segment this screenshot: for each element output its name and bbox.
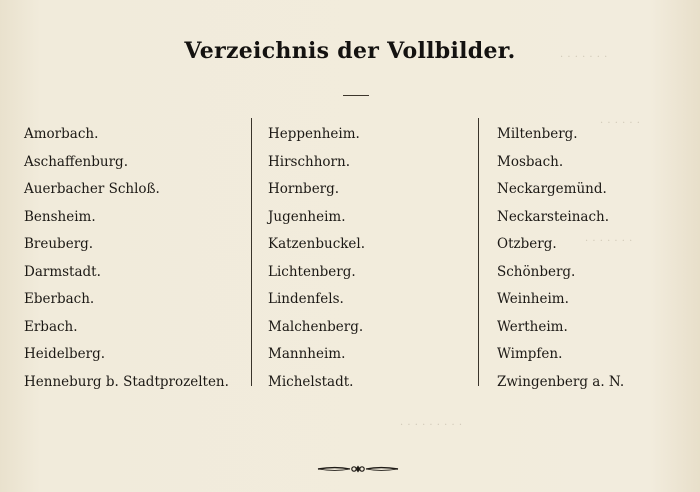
bleed-through-text: · · · · · · · · · bbox=[400, 420, 463, 431]
index-entry: Auerbacher Schloß. bbox=[24, 181, 160, 197]
index-entry: Miltenberg. bbox=[497, 126, 578, 142]
index-entry: Mosbach. bbox=[497, 153, 564, 170]
column-divider bbox=[478, 118, 479, 386]
index-entry: Darmstadt. bbox=[24, 263, 101, 280]
index-entry: Otzberg. bbox=[497, 236, 557, 252]
index-entry: Lichtenberg. bbox=[268, 263, 356, 280]
index-entry: Mannheim. bbox=[268, 346, 346, 362]
index-entry: Malchenberg. bbox=[268, 318, 364, 335]
bleed-through-text: · · · · · · bbox=[600, 118, 641, 129]
index-entry: Neckarsteinach. bbox=[497, 208, 609, 225]
column-divider bbox=[251, 118, 252, 386]
page-title: Verzeichnis der Vollbilder. bbox=[184, 38, 516, 64]
ornament-divider-icon bbox=[316, 462, 400, 476]
index-entry: Neckargemünd. bbox=[497, 181, 607, 197]
index-entry: Michelstadt. bbox=[268, 373, 354, 390]
index-entry: Wertheim. bbox=[497, 318, 568, 335]
bleed-through-text: · · · · · · · bbox=[560, 52, 608, 63]
index-entry: Weinheim. bbox=[497, 291, 569, 307]
index-entry: Katzenbuckel. bbox=[268, 236, 366, 252]
index-entry: Aschaffenburg. bbox=[24, 153, 128, 170]
bleed-through-text: · · · · · · · bbox=[585, 236, 633, 247]
index-column-3 bbox=[497, 124, 624, 399]
index-entry: Erbach. bbox=[24, 318, 78, 335]
index-entry: Wimpfen. bbox=[497, 346, 563, 362]
index-column-2 bbox=[268, 124, 365, 399]
index-entry: Amorbach. bbox=[24, 126, 99, 142]
index-entry: Zwingenberg a. N. bbox=[497, 373, 625, 390]
index-entry: Bensheim. bbox=[24, 208, 96, 225]
index-entry: Jugenheim. bbox=[268, 208, 346, 225]
index-column-1 bbox=[24, 124, 229, 399]
index-entry: Hirschhorn. bbox=[268, 153, 350, 170]
index-entry: Henneburg b. Stadtprozelten. bbox=[24, 373, 229, 390]
index-entry: Heppenheim. bbox=[268, 126, 360, 142]
index-entry: Lindenfels. bbox=[268, 291, 344, 307]
title-divider bbox=[343, 95, 369, 96]
index-entry: Eberbach. bbox=[24, 291, 95, 307]
index-entry: Heidelberg. bbox=[24, 346, 106, 362]
index-entry: Breuberg. bbox=[24, 236, 94, 252]
index-entry: Hornberg. bbox=[268, 181, 340, 197]
index-entry: Schönberg. bbox=[497, 263, 576, 280]
